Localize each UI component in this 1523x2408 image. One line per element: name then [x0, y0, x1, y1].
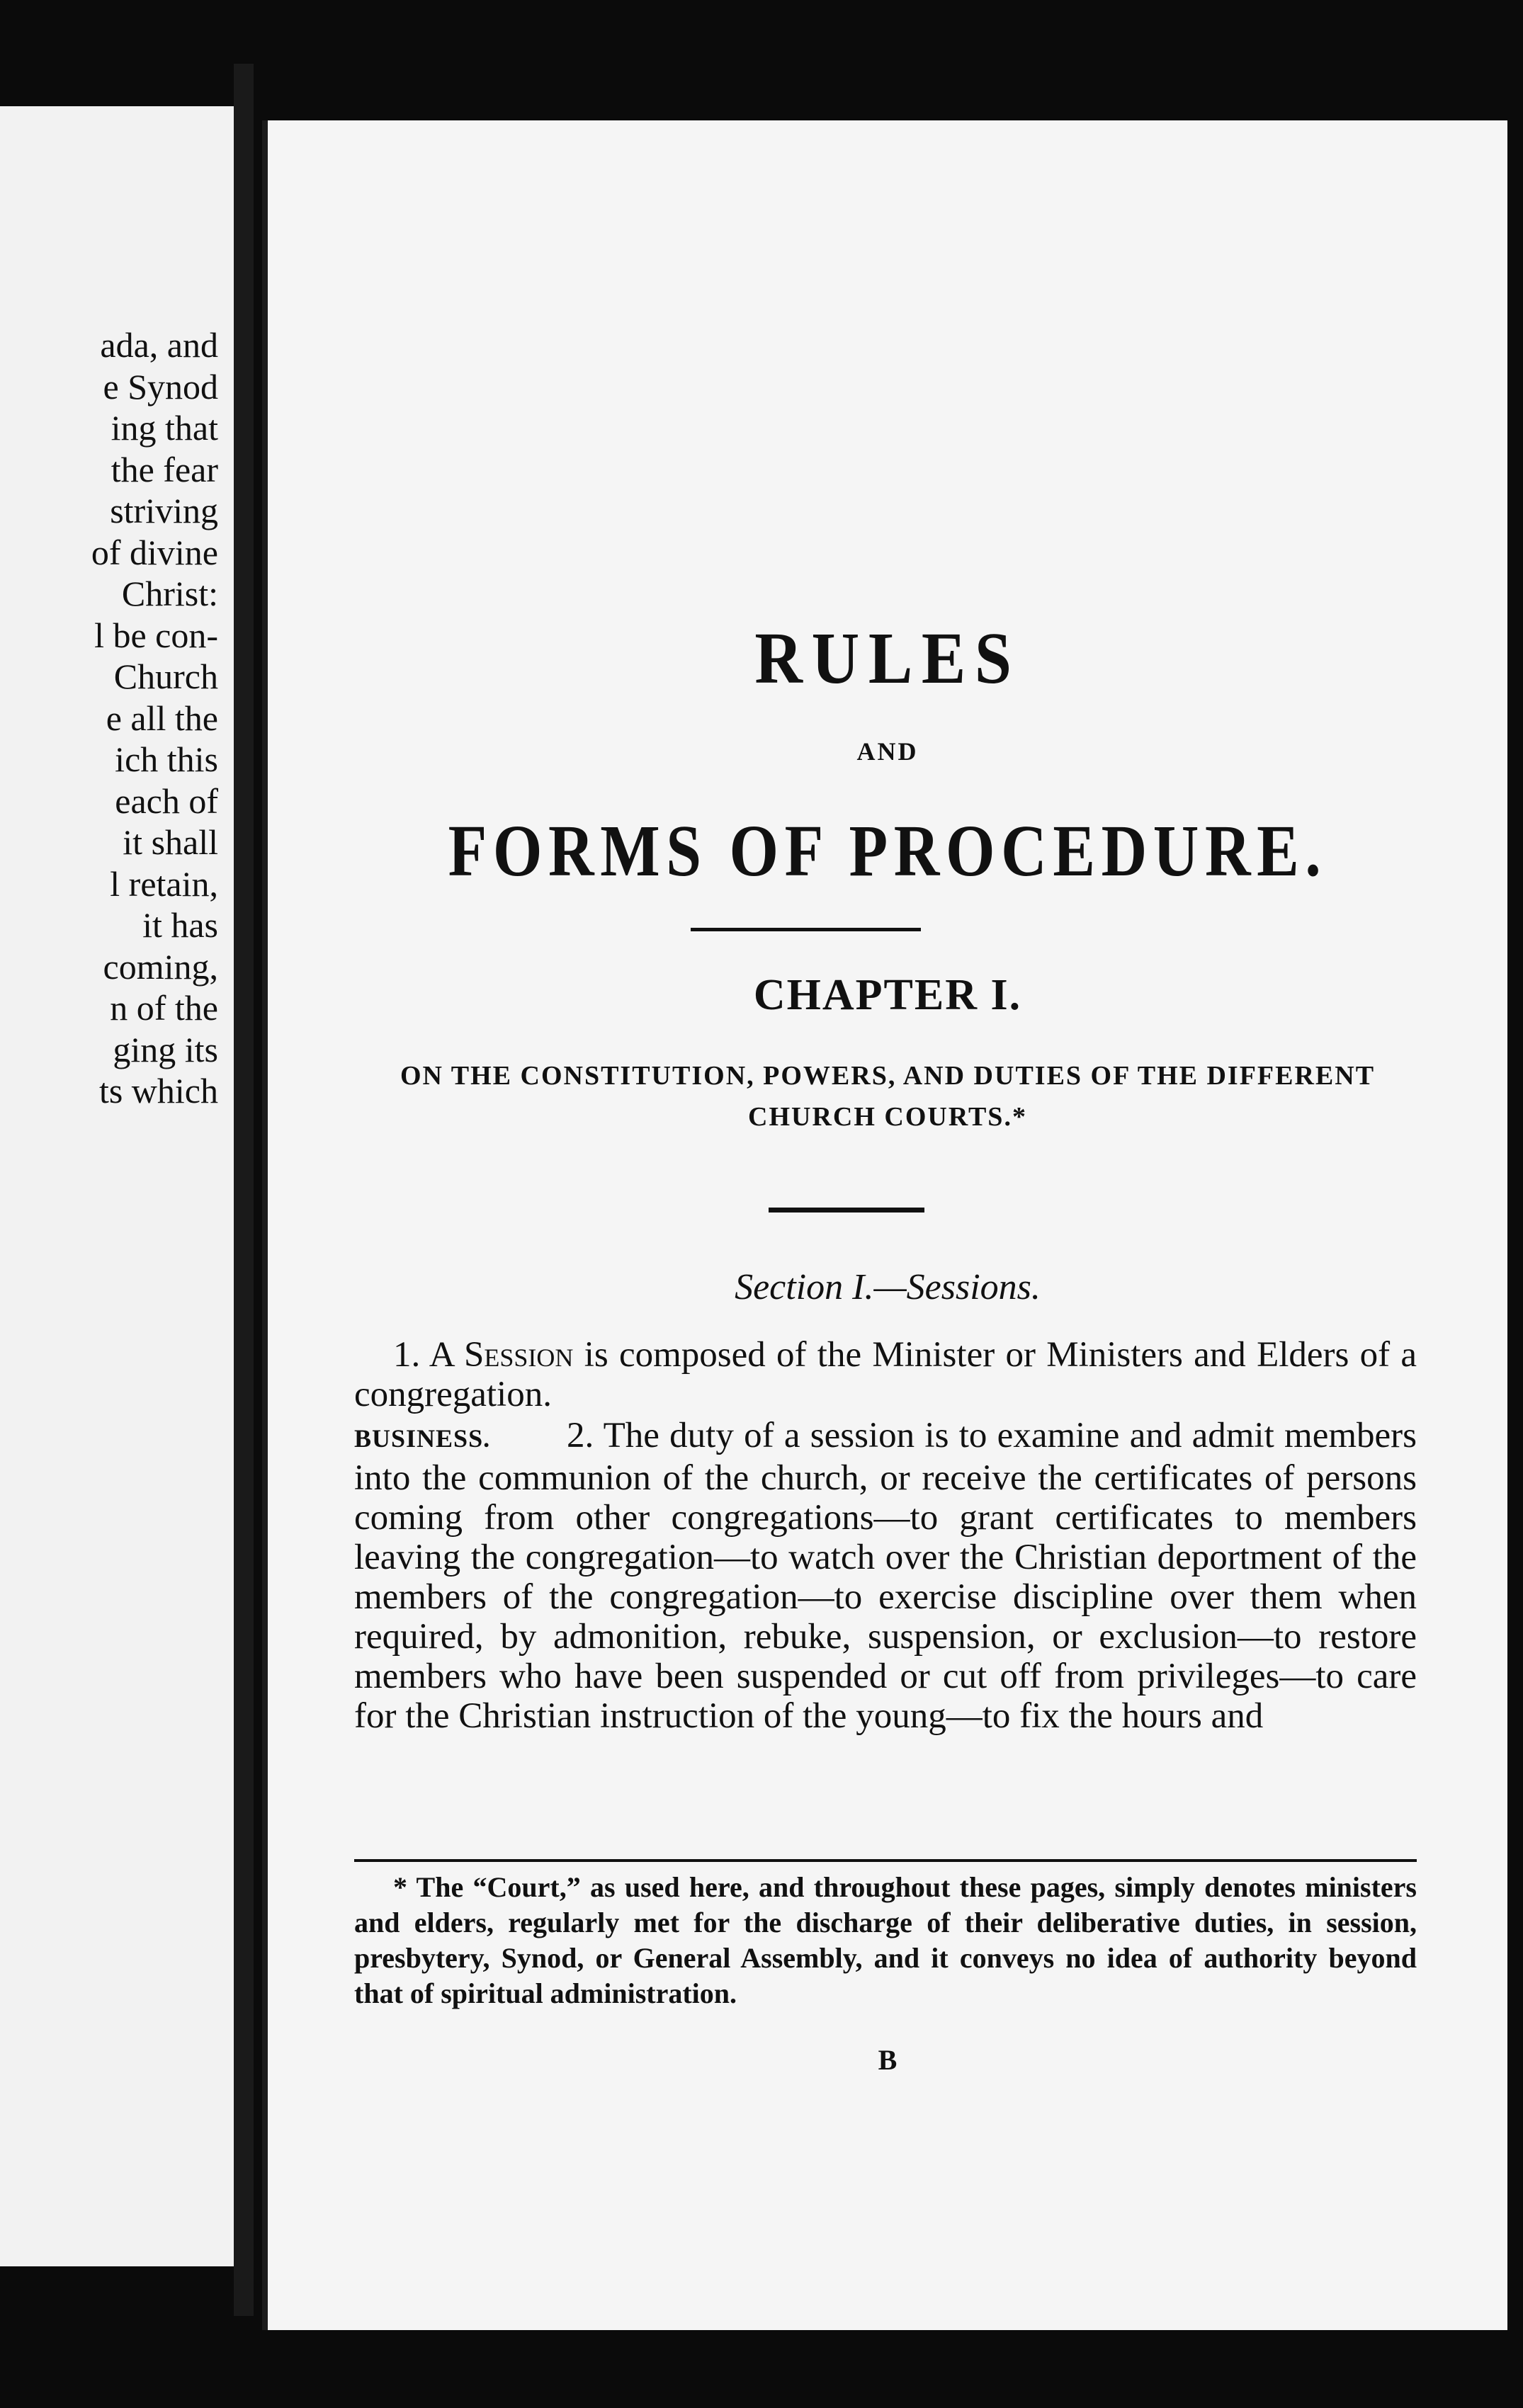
paragraph-2-text: 2. The duty of a session is to examine and admit members into the communion of the church, or receive the certificates of persons coming from other congregations—to grant certificates to members leaving the congregation—to watch over the Christian deportment of the members of the congregation—to exercise discipline over them when required, by admonition, rebuke, suspension, or exclusion—to restore members who have been suspended or cut off from privileges—to care for the Christian instruction of the young—to fix the hours and — [354, 1416, 1417, 1736]
left-page-fragment — [0, 106, 238, 2266]
left-line: striving — [110, 491, 218, 530]
signature-mark: B — [878, 2044, 898, 2076]
left-line: each of — [115, 780, 218, 821]
section-heading: Section I.—Sessions. — [735, 1267, 1041, 1307]
left-line: e Synod — [103, 366, 218, 407]
paragraph-1-number: 1. A — [393, 1335, 453, 1375]
footnote — [354, 1870, 1417, 2011]
title-and: AND — [856, 737, 919, 766]
paragraph-1-term: Session — [464, 1335, 574, 1375]
title-divider — [691, 928, 921, 931]
paragraph-1 — [354, 1335, 1417, 1414]
book-spine — [234, 64, 254, 2316]
left-line: the fear — [111, 449, 218, 489]
chapter-heading: CHAPTER I. — [753, 971, 1022, 1019]
left-line: ts which — [98, 1071, 218, 1111]
chapter-divider — [769, 1208, 924, 1212]
left-line: Church — [113, 657, 218, 696]
chapter-subtitle: ON THE CONSTITUTION, POWERS, AND DUTIES OF THE DIFFERENT CHURCH COURTS.* — [400, 1061, 1376, 1132]
title-rules: RULES — [754, 618, 1021, 699]
left-line: ada, and — [100, 325, 218, 365]
left-line: Christ: — [121, 574, 218, 613]
left-line: ing that — [111, 408, 218, 448]
footnote-text: * The “Court,” as used here, and throughout these pages, simply denotes ministers and elders, regularly met for the discharge of their deliberative duties, in session, presbytery, Synod, or General Assembly, and it conveys no idea of authority beyond that of spiritual administration. — [354, 1871, 1417, 2009]
left-line: l retain, — [110, 863, 218, 904]
body-text — [354, 1335, 1417, 1736]
left-line: it shall — [123, 822, 218, 862]
left-line: ging its — [113, 1029, 218, 1069]
title-forms-of-procedure: FORMS OF PROCEDURE. — [448, 810, 1327, 892]
left-line: coming, — [103, 946, 218, 987]
left-line: n of the — [110, 988, 218, 1028]
left-line: it has — [142, 905, 218, 945]
margin-note: BUSINESS. — [354, 1424, 491, 1453]
left-line: e all the — [106, 698, 218, 738]
bottom-edge — [248, 2330, 1523, 2408]
footnote-divider — [354, 1859, 1417, 1862]
main-page — [262, 120, 1507, 2337]
paragraph-1-text: is composed of the Minister or Ministers and Elders of a congregation. — [354, 1335, 1417, 1414]
left-line: ich this — [115, 739, 218, 779]
left-line: of divine — [91, 532, 218, 572]
left-line: l be con- — [94, 615, 218, 655]
paragraph-2 — [354, 1416, 1417, 1736]
left-page-text — [0, 324, 218, 1112]
